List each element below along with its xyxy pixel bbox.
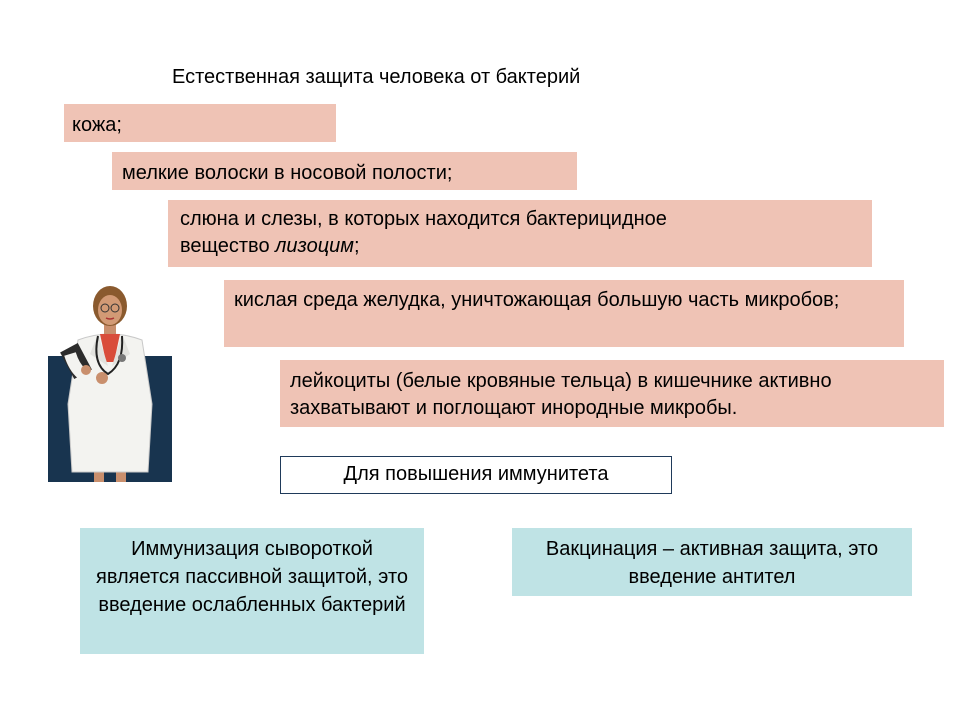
defense-item-leukocytes: лейкоциты (белые кровяные тельца) в кишечнике активно захватывают и поглощают инородные микробы. <box>280 360 944 427</box>
active-vaccination-box: Вакцинация – активная защита, это введение антител <box>512 528 912 596</box>
immunity-heading: Для повышения иммунитета <box>280 456 672 494</box>
defense-item-saliva <box>168 200 872 267</box>
defense-item-nasal-hairs: мелкие волоски в носовой полости; <box>112 152 577 190</box>
defense-item-stomach: кислая среда желудка, уничтожающая большую часть микробов; <box>224 280 904 347</box>
defense-item-skin: кожа; <box>64 104 336 142</box>
saliva-line2-pre: вещество <box>180 235 276 257</box>
lysozyme-term: лизоцим <box>275 235 354 257</box>
doctor-illustration <box>48 284 172 482</box>
saliva-line1: слюна и слезы, в которых находится бактерицидное <box>180 208 667 230</box>
saliva-line2-post: ; <box>354 235 360 257</box>
passive-immunization-box: Иммунизация сывороткой является пассивной защитой, это введение ослабленных бактерий <box>80 528 424 654</box>
slide-title: Естественная защита человека от бактерий <box>172 66 581 88</box>
